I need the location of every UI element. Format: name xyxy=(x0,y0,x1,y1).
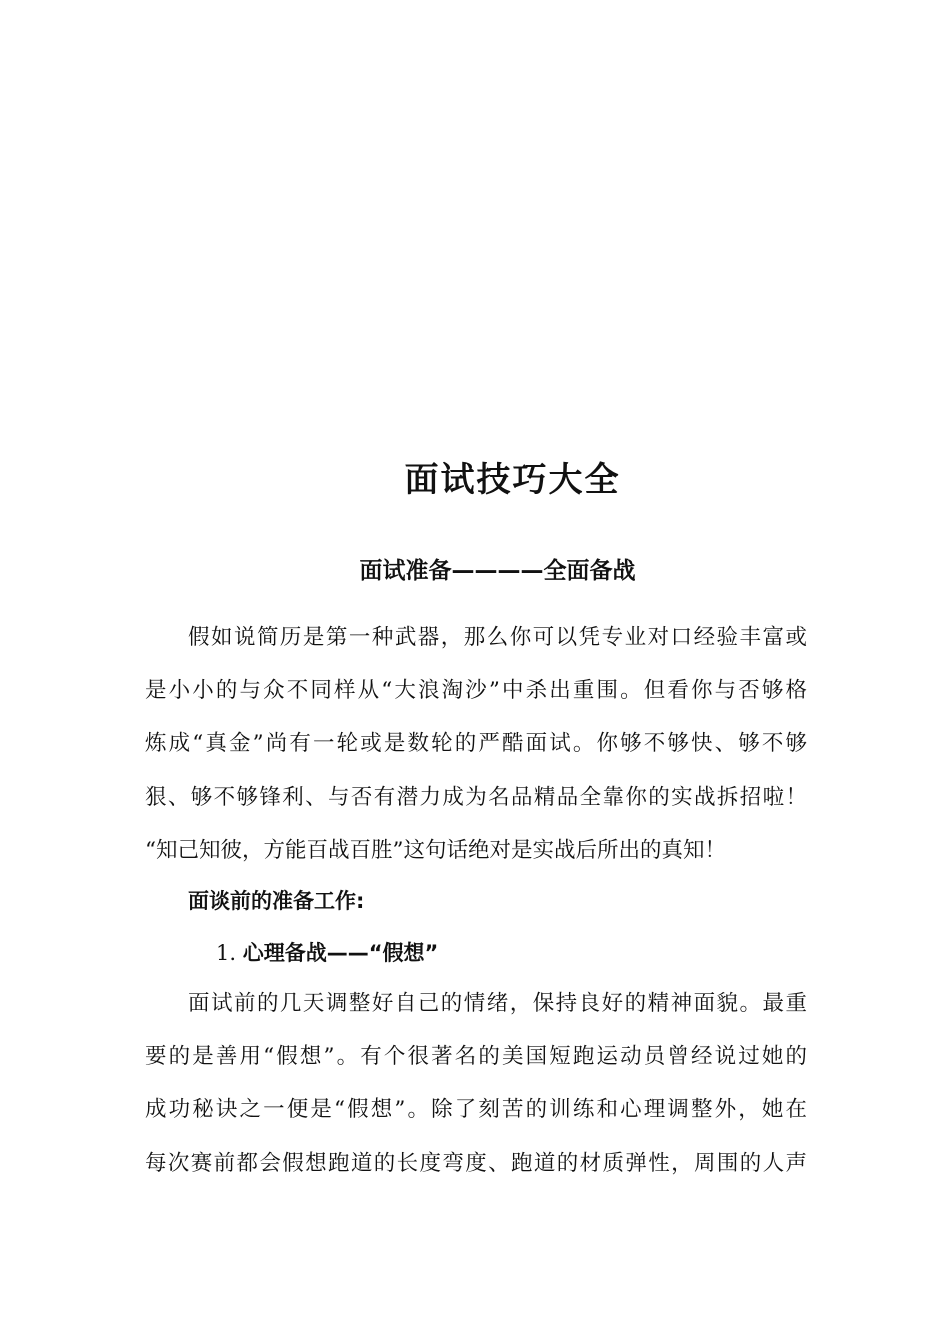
paragraph1-line: 炼成“真金”尚有一轮或是数轮的严酷面试。你够不够快、够不够 xyxy=(145,731,807,756)
paragraph2-line: 成功秘诀之一便是“假想”。除了刻苦的训练和心理调整外，她在 xyxy=(145,1097,807,1122)
section-heading: 面谈前的准备工作: xyxy=(188,889,365,913)
paragraph1-line: “知己知彼，方能百战百胜”这句话绝对是实战后所出的真知！ xyxy=(145,838,726,863)
paragraph1-line: 假如说简历是第一种武器，那么你可以凭专业对口经验丰富或 xyxy=(188,625,807,650)
subsection-title: 心理备战——“假想” xyxy=(242,941,439,965)
subsection-number: 1. xyxy=(216,941,237,965)
document-title: 面试技巧大全 xyxy=(404,460,621,500)
subsection-heading xyxy=(216,938,438,968)
paragraph1-line: 是小小的与众不同样从“大浪淘沙”中杀出重围。但看你与否够格 xyxy=(145,678,807,703)
paragraph2-line: 要的是善用“假想”。有个很著名的美国短跑运动员曾经说过她的 xyxy=(145,1044,807,1069)
paragraph1-line: 狠、够不够锋利、与否有潜力成为名品精品全靠你的实战拆招啦！ xyxy=(145,785,807,810)
paragraph2-line: 每次赛前都会假想跑道的长度弯度、跑道的材质弹性，周围的人声 xyxy=(145,1151,807,1176)
document-subtitle: 面试准备————全面备战 xyxy=(359,558,636,584)
paragraph2-line: 面试前的几天调整好自己的情绪，保持良好的精神面貌。最重 xyxy=(188,991,807,1016)
